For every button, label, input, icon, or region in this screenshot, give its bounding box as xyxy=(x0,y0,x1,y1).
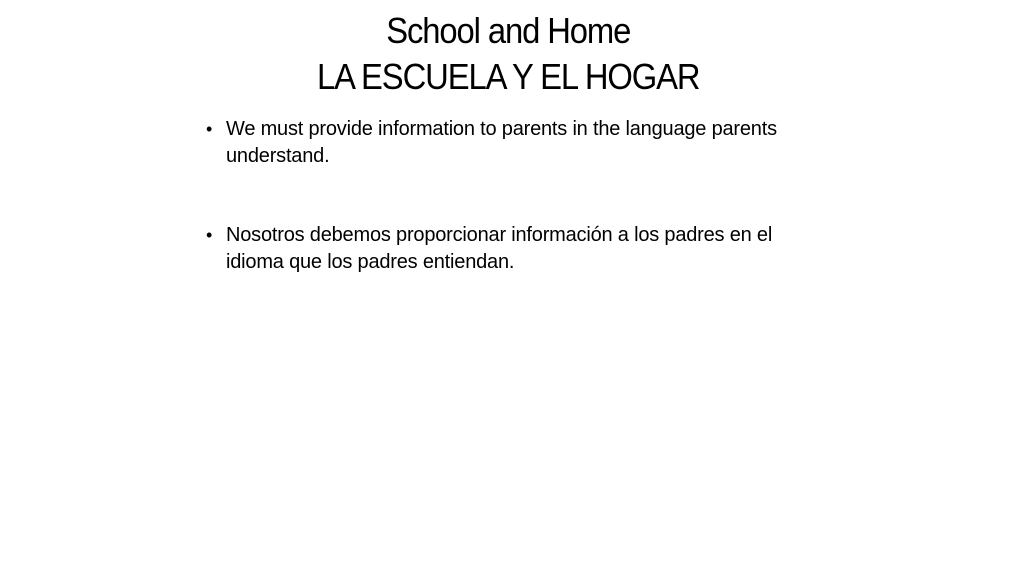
bullet-text: We must provide information to parents in the language parents understand. xyxy=(226,118,777,167)
slide-title xyxy=(0,8,1016,100)
bullet-item-spanish xyxy=(206,222,826,276)
bullet-marker: • xyxy=(206,225,213,245)
bullet-text: Nosotros debemos proporcionar información a los padres en el idioma que los padres entiendan. xyxy=(226,224,773,273)
title-english: School and Home xyxy=(386,10,631,51)
title-spanish: LA ESCUELA Y EL HOGAR xyxy=(316,56,700,97)
bullet-item-english xyxy=(206,116,826,170)
bullet-marker: • xyxy=(206,119,213,139)
bullet-list xyxy=(206,116,826,276)
